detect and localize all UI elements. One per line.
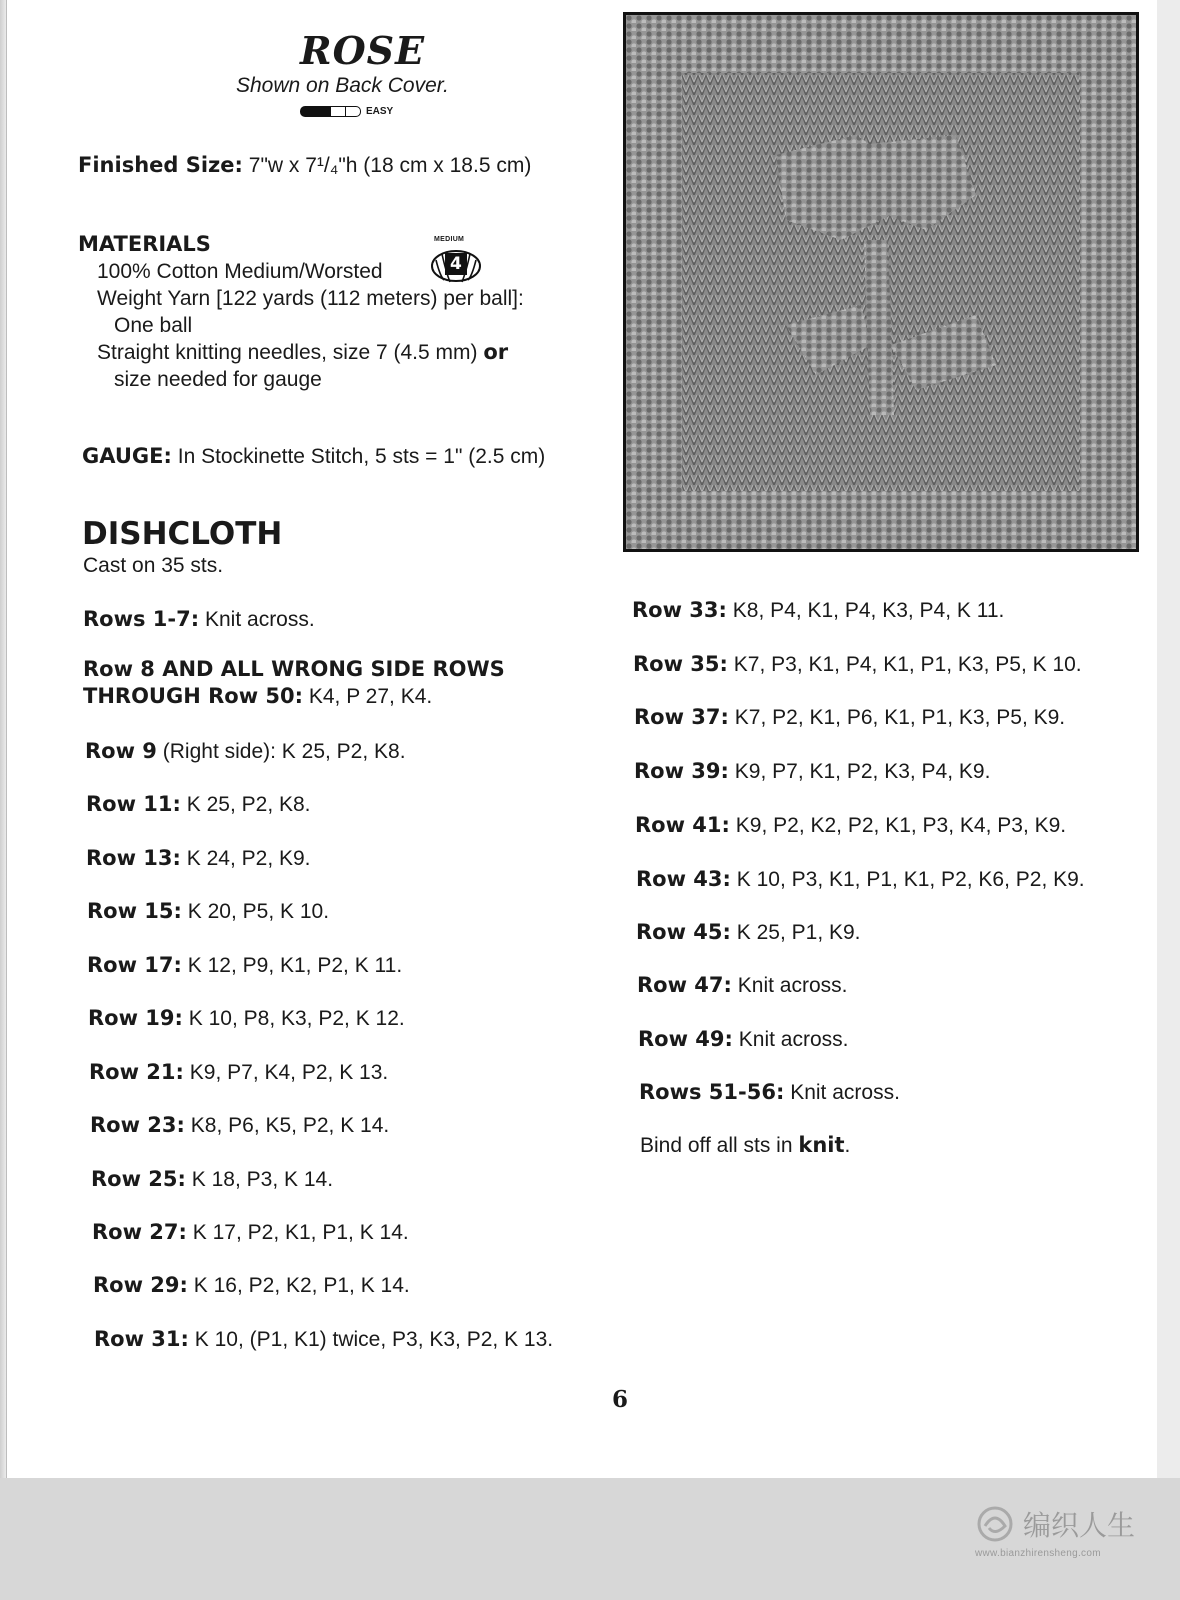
row-text: K 17, P2, K1, P1, K 14. — [186, 1221, 409, 1244]
gauge — [82, 443, 545, 470]
materials-list — [97, 258, 617, 393]
row-text: K 10, (P1, K1) twice, P3, K3, P2, K 13. — [188, 1328, 554, 1351]
row-label: Row 19: — [88, 1006, 183, 1030]
row-label: Row 27: — [92, 1220, 187, 1244]
bind-off-text: Bind off all sts in — [640, 1134, 793, 1157]
row-text: Knit across. — [199, 608, 315, 631]
row-label: Row 49: — [638, 1027, 733, 1051]
pattern-title: ROSE — [300, 28, 426, 73]
material-line: One ball — [114, 314, 193, 337]
row-label: Row 13: — [86, 846, 181, 870]
skill-level — [300, 106, 393, 117]
row-instruction — [87, 952, 402, 979]
row-label: Row 8 AND ALL WRONG SIDE ROWS — [83, 657, 505, 681]
row-text: K 25, P1, K9. — [730, 921, 861, 944]
row-instruction — [635, 812, 1066, 839]
row-instruction — [83, 656, 505, 710]
row-label: Row 29: — [93, 1273, 188, 1297]
page-number: 6 — [612, 1386, 629, 1413]
skill-bar-segment — [330, 106, 346, 117]
row-label: Row 37: — [634, 705, 729, 729]
row-instruction — [94, 1326, 553, 1353]
material-line: Weight Yarn [122 yards (112 meters) per ball]: — [97, 287, 524, 310]
skill-bar-segment — [315, 106, 331, 117]
row-instruction — [83, 606, 315, 633]
row-label: Row 25: — [91, 1167, 186, 1191]
skill-bar-segment — [300, 106, 316, 117]
bind-off-instruction — [640, 1132, 850, 1159]
watermark-logo-icon — [975, 1504, 1015, 1544]
row-text: K9, P2, K2, P2, K1, P3, K4, P3, K9. — [729, 814, 1067, 837]
row-label: Row 43: — [636, 867, 731, 891]
row-label: Row 11: — [86, 792, 181, 816]
yarn-weight-label: MEDIUM — [434, 236, 465, 243]
row-text: K 12, P9, K1, P2, K 11. — [181, 954, 403, 977]
row-instruction — [88, 1005, 405, 1032]
row-instruction — [634, 758, 990, 785]
row-label: Rows 1-7: — [83, 607, 200, 631]
skill-level-bars — [300, 106, 360, 117]
row-instruction — [639, 1079, 900, 1106]
material-line: Straight knitting needles, size 7 (4.5 mm) or — [97, 340, 509, 364]
row-text: K7, P2, K1, P6, K1, P1, K3, P5, K9. — [728, 706, 1066, 729]
row-instruction — [91, 1166, 333, 1193]
row-text: K8, P6, K5, P2, K 14. — [184, 1114, 390, 1137]
row-instruction — [632, 597, 1004, 624]
row-text: K8, P4, K1, P4, K3, P4, K 11. — [726, 599, 1005, 622]
row-text: K 10, P3, K1, P1, K1, P2, K6, P2, K9. — [730, 868, 1085, 891]
row-text: K7, P3, K1, P4, K1, P1, K3, P5, K 10. — [727, 653, 1082, 676]
row-label: Row 9 — [85, 739, 157, 763]
dishcloth-photo — [623, 12, 1139, 552]
finished-size-label: Finished Size: — [78, 153, 243, 177]
row-label: Row 35: — [633, 652, 728, 676]
row-text: K 18, P3, K 14. — [185, 1168, 334, 1191]
row-text: K9, P7, K4, P2, K 13. — [183, 1061, 389, 1084]
row-text: K9, P7, K1, P2, K3, P4, K9. — [728, 760, 991, 783]
row-label: Row 45: — [636, 920, 731, 944]
row-label: Row 41: — [635, 813, 730, 837]
row-instruction — [93, 1272, 410, 1299]
row-instruction — [86, 845, 311, 872]
skill-bar-segment — [345, 106, 361, 117]
row-label: Row 47: — [637, 973, 732, 997]
row-instruction — [636, 866, 1085, 893]
row-instruction — [92, 1219, 409, 1246]
row-text: K 25, P2, K8. — [180, 793, 311, 816]
row-instruction — [86, 791, 311, 818]
row-text: K 10, P8, K3, P2, K 12. — [182, 1007, 405, 1030]
row-instruction — [89, 1059, 388, 1086]
material-line: size needed for gauge — [114, 368, 322, 391]
row-text: Knit across. — [732, 1028, 849, 1051]
row-text: K 24, P2, K9. — [180, 847, 311, 870]
skill-level-label: EASY — [366, 106, 394, 117]
row-text: K 20, P5, K 10. — [181, 900, 330, 923]
row-instruction — [633, 651, 1082, 678]
row-instruction — [90, 1112, 389, 1139]
bind-off-bold: knit — [798, 1133, 845, 1157]
row-label: Row 21: — [89, 1060, 184, 1084]
row-instruction — [85, 738, 406, 765]
row-instruction — [634, 704, 1065, 731]
row-text: Knit across. — [784, 1081, 900, 1104]
row-text: K 25, P2, K8. — [275, 740, 406, 763]
row-label: Row 31: — [94, 1327, 189, 1351]
knit-texture — [626, 15, 1136, 549]
row-text: K4, P 27, K4. — [303, 685, 433, 708]
row-label: Rows 51-56: — [639, 1080, 785, 1104]
row-note: (Right side): — [156, 740, 276, 763]
row-text: K 16, P2, K2, P1, K 14. — [187, 1274, 410, 1297]
row-label: Row 23: — [90, 1113, 185, 1137]
row-instruction — [636, 919, 861, 946]
row-label: Row 15: — [87, 899, 182, 923]
row-label: Row 39: — [634, 759, 729, 783]
row-label: Row 33: — [632, 598, 727, 622]
row-instruction — [638, 1026, 848, 1053]
yarn-weight-number: 4 — [450, 254, 462, 274]
watermark-url: www.bianzhirensheng.com — [975, 1548, 1101, 1559]
row-instruction — [87, 898, 329, 925]
watermark-brand: 编织人生 — [1023, 1510, 1136, 1541]
finished-size — [78, 152, 531, 179]
finished-size-value: 7"w x 7¹/₄"h (18 cm x 18.5 cm) — [248, 154, 532, 177]
gauge-value: In Stockinette Stitch, 5 sts = 1" (2.5 cm) — [177, 445, 546, 468]
row-label: Row 17: — [87, 953, 182, 977]
gauge-label: GAUGE: — [82, 444, 172, 468]
materials-heading: MATERIALS — [78, 232, 211, 256]
row-label: THROUGH Row 50: — [83, 684, 304, 708]
row-text: Knit across. — [731, 974, 848, 997]
watermark — [975, 1504, 1136, 1559]
cast-on-instruction: Cast on 35 sts. — [83, 554, 224, 577]
bind-off-end: . — [844, 1134, 851, 1157]
material-line: 100% Cotton Medium/Worsted — [97, 260, 383, 283]
row-instruction — [637, 972, 847, 999]
dishcloth-heading: DISHCLOTH — [82, 516, 283, 552]
shown-on-note: Shown on Back Cover. — [236, 74, 449, 97]
